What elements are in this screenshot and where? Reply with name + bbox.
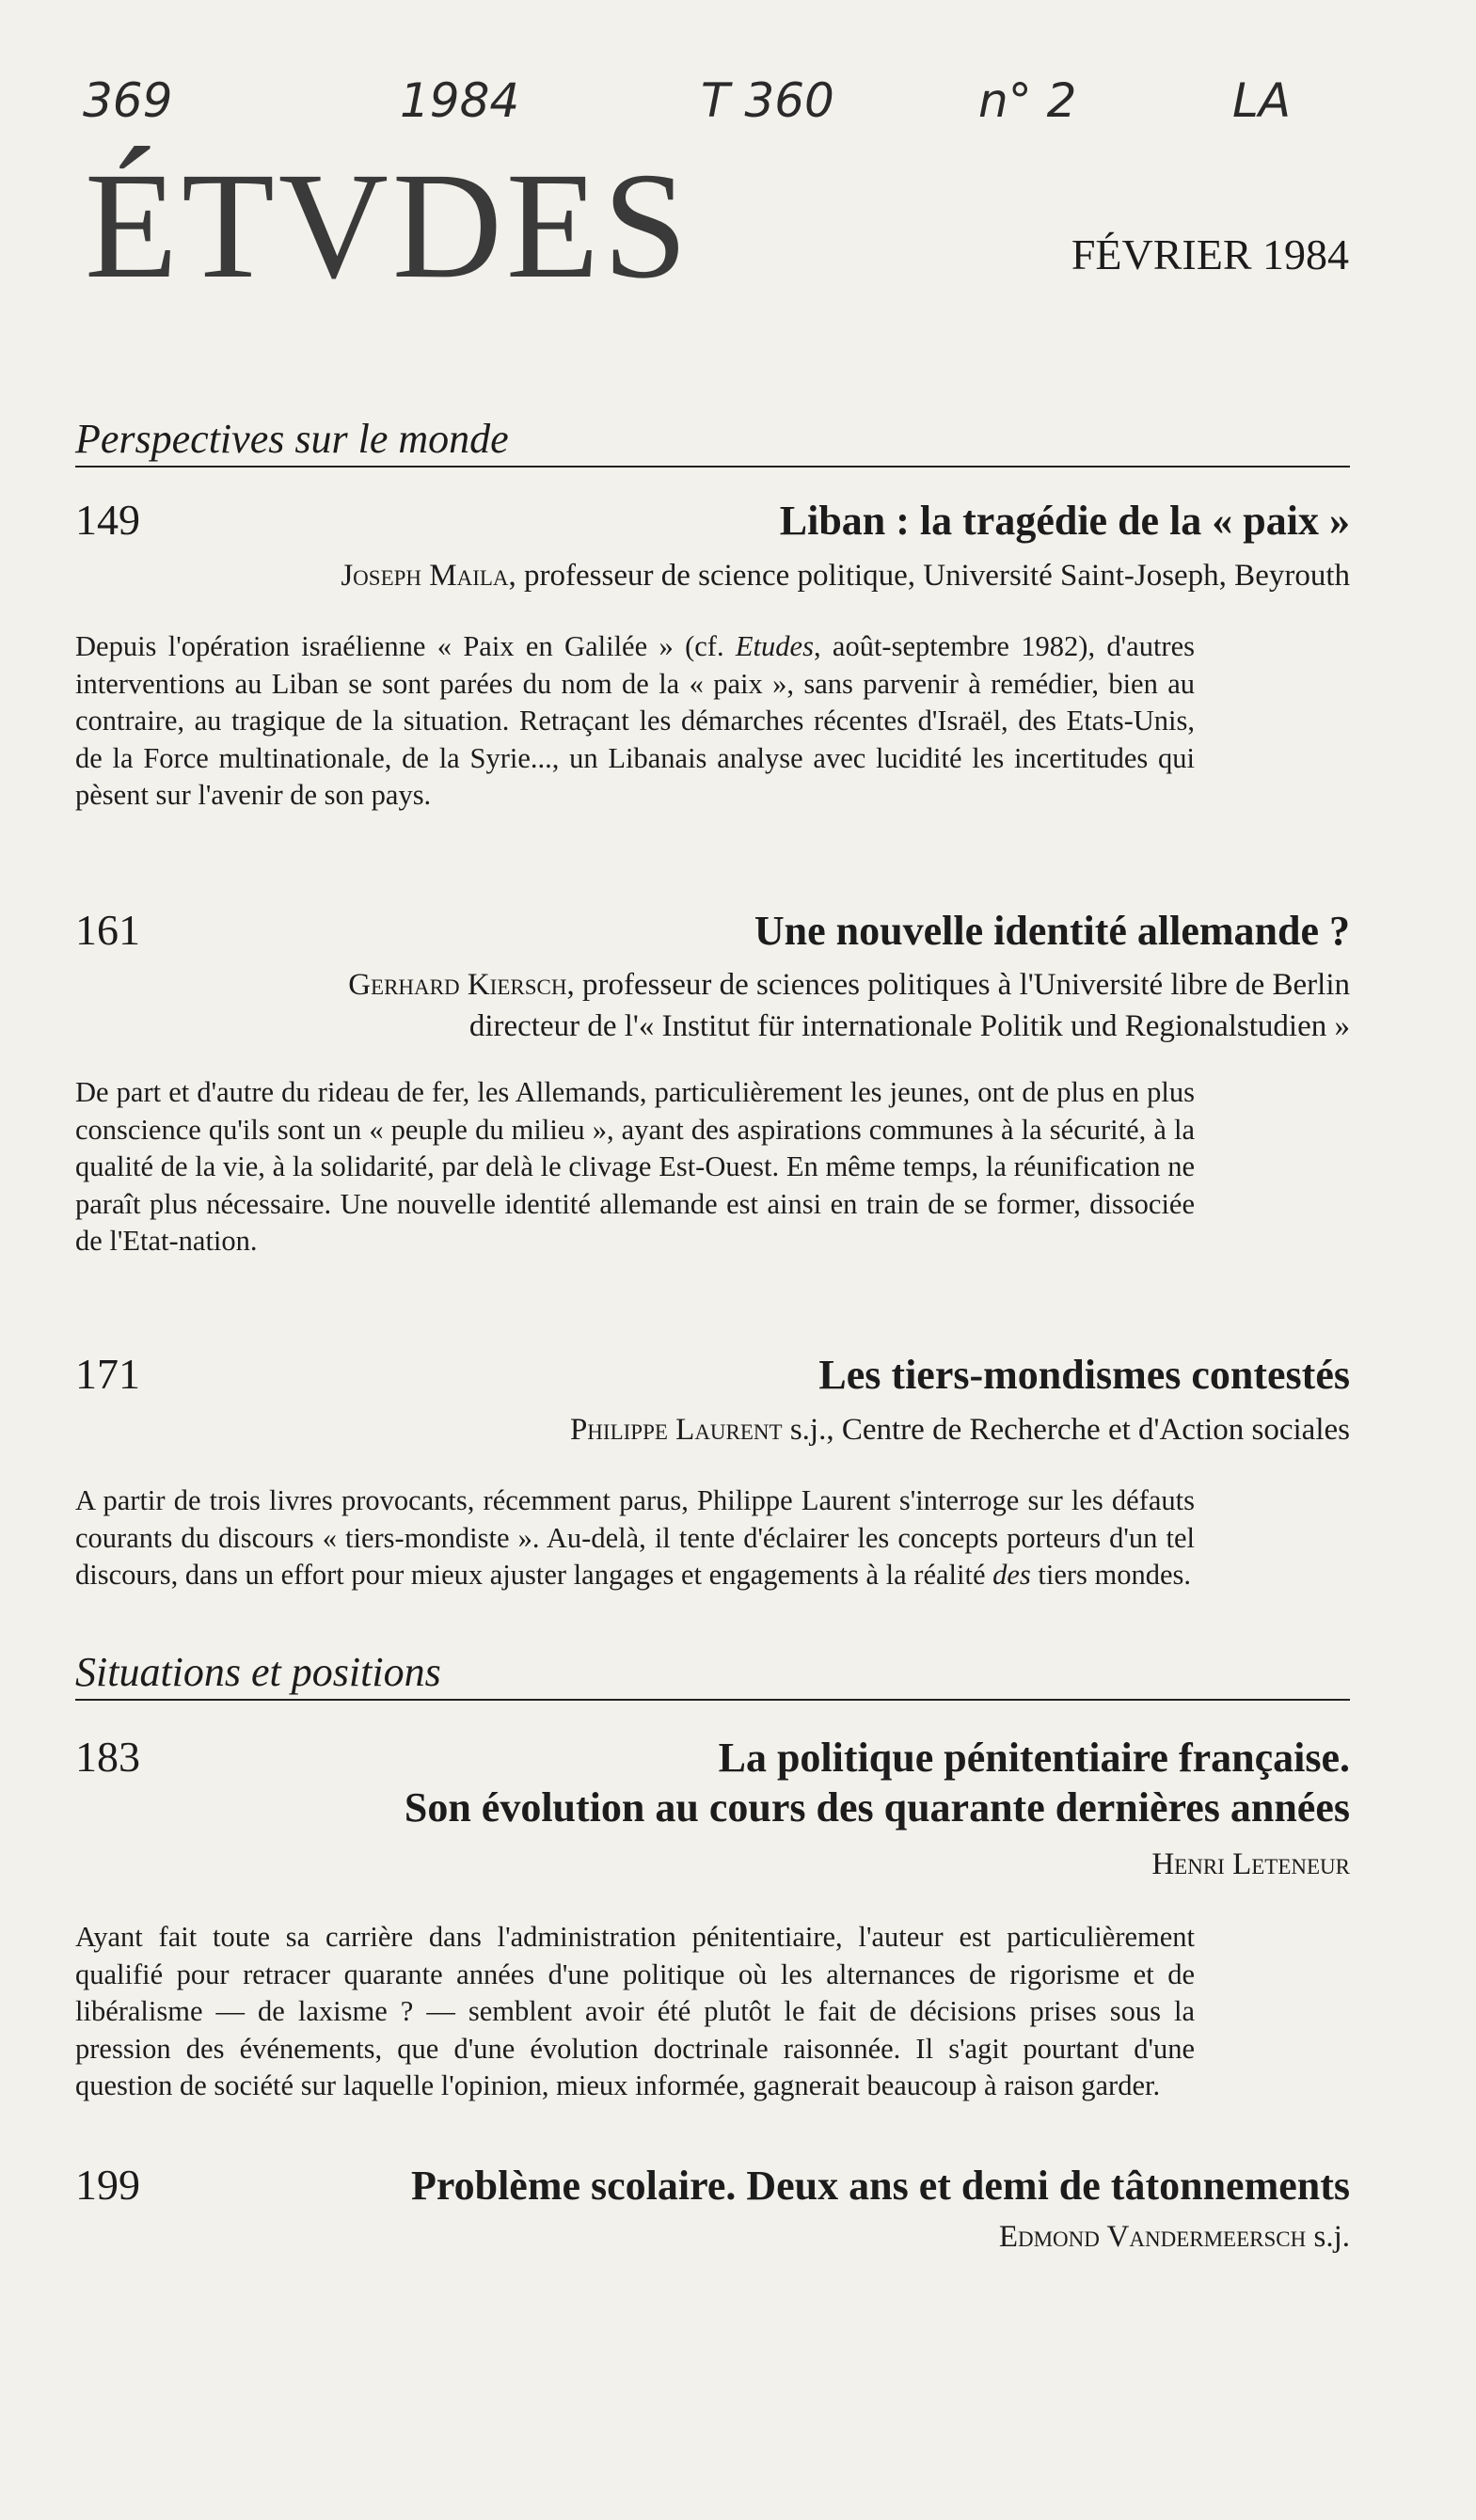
article-abstract <box>75 1482 1195 1594</box>
handwritten-note-2: 1984 <box>400 73 520 128</box>
article-subtitle: Son évolution au cours des quarante dernières années <box>404 1784 1350 1831</box>
article-byline <box>999 2216 1350 2258</box>
author-affiliation: , professeur de science politique, Université Saint-Joseph, Beyrouth <box>508 559 1350 593</box>
article-abstract: Ayant fait toute sa carrière dans l'administration pénitentiaire, l'auteur est particulièrement qualifié pour retracer quarante années d'une politique où les alternances de rigorisme et de libéralisme — de laxisme ? — semblent avoir été plutôt le fait de décisions prises sous la pression des événements, que d'une évolution doctrinale raisonnée. Il s'agit pourtant d'une question de société sur laquelle l'opinion, mieux informée, gagnerait beaucoup à raison garder. <box>75 1921 1195 2101</box>
author-affiliation: , professeur de sciences politiques à l'Université libre de Berlin <box>566 968 1350 1002</box>
article-heading <box>75 1735 1350 1779</box>
handwritten-note-5: LA <box>1232 73 1292 128</box>
abstract-italic-text: des <box>992 1559 1031 1591</box>
article-page-number: 171 <box>75 1350 140 1398</box>
article-page-number: 161 <box>75 906 140 954</box>
author-affiliation: s.j. <box>1306 2220 1350 2254</box>
section-heading-perspectives: Perspectives sur le monde <box>75 419 1350 468</box>
handwritten-note-1: 369 <box>83 73 173 128</box>
author-name: Henri Leteneur <box>1151 1847 1350 1881</box>
article-page-number: 199 <box>75 2161 140 2209</box>
author-name: Edmond Vandermeersch <box>998 2220 1307 2254</box>
article-title: Une nouvelle identité allemande ? <box>754 908 1350 954</box>
author-name: Joseph Maila <box>341 559 509 593</box>
article-abstract <box>75 628 1195 815</box>
journal-title: ÉTVDES <box>85 142 691 310</box>
abstract-text: tiers mondes. <box>1030 1559 1192 1591</box>
abstract-text: Depuis l'opération israélienne « Paix en Galilée » (cf. <box>75 630 736 662</box>
article-heading <box>75 906 1350 954</box>
article-heading <box>75 1350 1350 1398</box>
article-title: Les tiers-mondismes contestés <box>818 1352 1350 1398</box>
author-name: Philippe Laurent <box>569 1413 783 1447</box>
article-byline <box>1151 1844 1350 1885</box>
abstract-text: A partir de trois livres provocants, récemment parus, Philippe Laurent s'interroge sur les défauts courants du discours « tiers-mondiste ». Au-delà, il tente d'éclairer les concepts porteurs d'un tel discours, dans un effort pour mieux ajuster langages et engagements à la réalité <box>75 1484 1195 1591</box>
abstract-italic-text: Etudes <box>735 630 814 662</box>
article-byline <box>348 964 1350 1047</box>
section-heading-situations: Situations et positions <box>75 1652 1350 1701</box>
abstract-text: , août-septembre 1982), d'autres interventions au Liban se sont parées du nom de la « paix », sans parvenir à remédier, bien au contraire, au tragique de la situation. Retraçant les démarches récentes d'Israël, des Etats-Unis, de la Force multinationale, de la Syrie..., un Libanais analyse avec lucidité les incertitudes qui pèsent sur l'avenir de son pays. <box>75 630 1195 811</box>
author-name: Gerhard Kiersch <box>348 968 567 1002</box>
article-abstract: De part et d'autre du rideau de fer, les Allemands, particulièrement les jeunes, ont de plus en plus conscience qu'ils sont un « peuple du milieu », ayant des aspirations communes à la sécurité, à la qualité de la vie, à la solidarité, par delà le clivage Est-Ouest. En même temps, la réunification ne paraît plus nécessaire. Une nouvelle identité allemande est ainsi en train de se former, dissociée de l'Etat-nation. <box>75 1076 1195 1257</box>
article-heading <box>75 496 1350 544</box>
issue-date: FÉVRIER 1984 <box>1071 230 1349 278</box>
author-affiliation: s.j., Centre de Recherche et d'Action sociales <box>782 1413 1350 1447</box>
author-affiliation-line-2: directeur de l'« Institut für internationale Politik und Regionalstudien » <box>468 1009 1350 1043</box>
article-byline <box>570 1409 1350 1450</box>
article-title: La politique pénitentiaire française. <box>718 1735 1350 1781</box>
article-byline <box>341 555 1350 596</box>
handwritten-note-3: T 360 <box>701 73 834 128</box>
article-title: Liban : la tragédie de la « paix » <box>779 498 1350 544</box>
article-title: Problème scolaire. Deux ans et demi de tâtonnements <box>410 2163 1350 2209</box>
article-heading <box>75 2163 1350 2207</box>
handwritten-note-4: n° 2 <box>978 73 1077 128</box>
article-page-number: 149 <box>75 496 140 544</box>
article-page-number: 183 <box>75 1733 140 1781</box>
